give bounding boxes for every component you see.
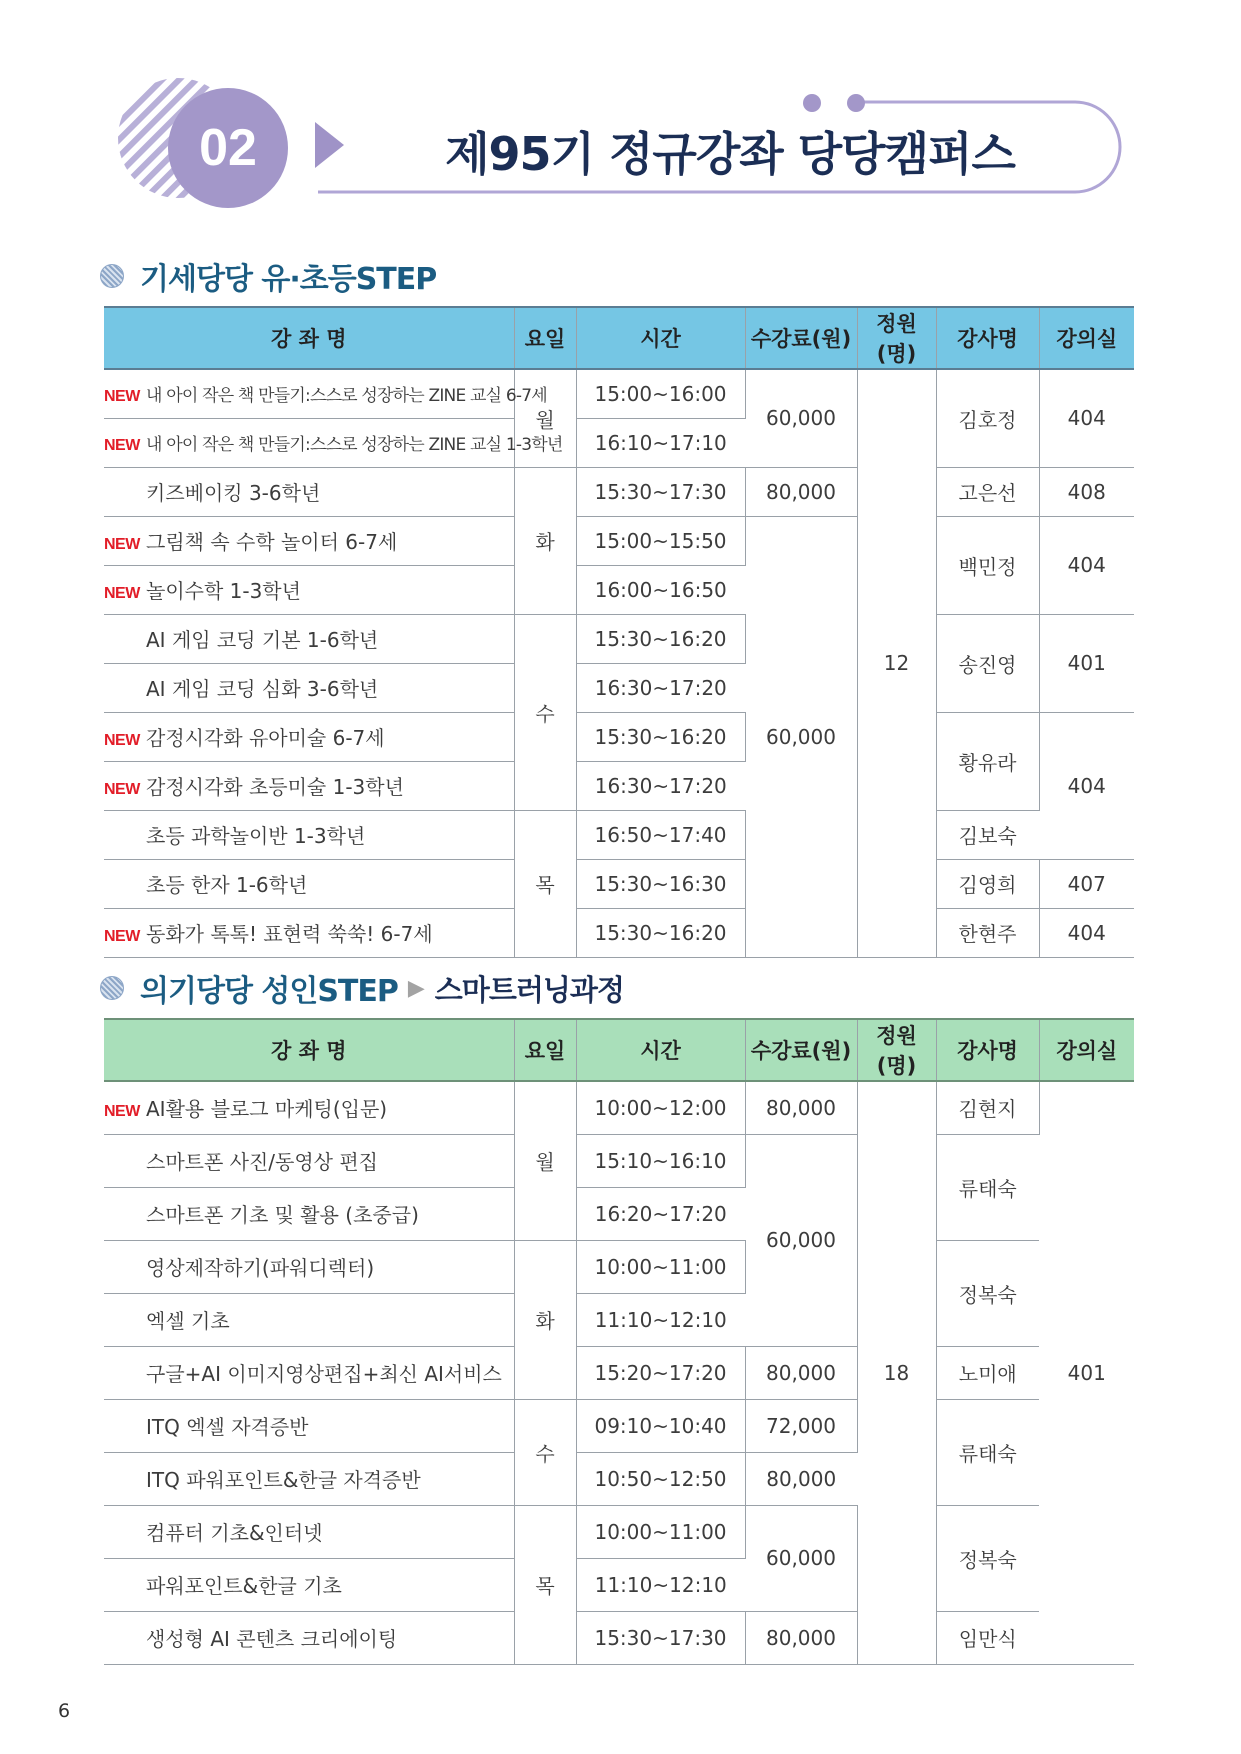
column-header: 강 좌 명 (104, 307, 514, 369)
column-header: 정원(명) (857, 1019, 936, 1081)
course-name: 영상제작하기(파워디렉터) (146, 1256, 375, 1280)
course-name-cell (104, 908, 514, 957)
time-cell: 15:30~17:30 (576, 1611, 745, 1664)
course-name-cell (104, 516, 514, 565)
table-row (104, 1081, 1134, 1134)
course-name: 구글+AI 이미지영상편집+최신 AI서비스 (146, 1362, 502, 1386)
course-name-cell (104, 1187, 514, 1240)
section-subtitle: 스마트러닝과정 (434, 972, 624, 1007)
section-title-kids (100, 256, 436, 296)
course-name-cell (104, 663, 514, 712)
course-name: 컴퓨터 기초&인터넷 (146, 1521, 323, 1545)
time-cell: 15:00~16:00 (576, 369, 745, 418)
instructor-cell: 김보숙 (936, 810, 1039, 859)
time-cell: 10:00~12:00 (576, 1081, 745, 1134)
time-cell: 15:30~16:20 (576, 712, 745, 761)
course-name: AI 게임 코딩 기본 1-6학년 (146, 628, 379, 652)
instructor-cell: 한현주 (936, 908, 1039, 957)
course-name: 스마트폰 사진/동영상 편집 (146, 1150, 378, 1174)
bullet-dot-icon (100, 264, 124, 288)
column-header: 정원(명) (857, 307, 936, 369)
page-number: 6 (58, 1700, 71, 1722)
table-row (104, 908, 1134, 957)
course-name-cell (104, 859, 514, 908)
time-cell: 15:30~16:20 (576, 908, 745, 957)
course-name-cell (104, 1558, 514, 1611)
table-row (104, 1505, 1134, 1558)
new-badge: NEW (104, 437, 140, 454)
room-cell: 404 (1039, 712, 1134, 859)
fee-cell: 60,000 (745, 1505, 857, 1611)
course-name: 파워포인트&한글 기초 (146, 1574, 342, 1598)
day-cell: 화 (514, 1240, 576, 1399)
page-title: 제95기 정규강좌 당당캠퍼스 (445, 127, 1015, 181)
new-badge: NEW (104, 536, 140, 553)
time-cell: 09:10~10:40 (576, 1399, 745, 1452)
triangle-icon (315, 122, 344, 168)
instructor-cell: 김영희 (936, 859, 1039, 908)
course-name-cell (104, 369, 547, 418)
bullet-dot-icon (100, 976, 124, 1000)
table-row (104, 467, 1134, 516)
course-name: 내 아이 작은 책 만들기:스스로 성장하는 ZINE 교실 6-7세 (146, 386, 547, 407)
time-cell: 15:30~17:30 (576, 467, 745, 516)
course-name: 감정시각화 유아미술 6-7세 (146, 726, 385, 750)
dot-icon (803, 94, 821, 112)
course-name-cell (104, 810, 514, 859)
table-row (104, 1611, 1134, 1664)
instructor-cell: 김현지 (936, 1081, 1039, 1134)
day-cell: 화 (514, 467, 576, 614)
instructor-cell: 류태숙 (936, 1399, 1039, 1505)
course-name: 동화가 톡톡! 표현력 쑥쑥! 6-7세 (146, 922, 433, 946)
course-name: 초등 한자 1-6학년 (146, 873, 308, 897)
room-cell: 404 (1039, 516, 1134, 614)
course-name: 초등 과학놀이반 1-3학년 (146, 824, 366, 848)
time-cell: 16:20~17:20 (576, 1187, 745, 1240)
new-badge: NEW (104, 732, 140, 749)
table-row (104, 1399, 1134, 1452)
room-cell: 404 (1039, 908, 1134, 957)
column-header: 강 좌 명 (104, 1019, 514, 1081)
day-cell: 목 (514, 1505, 576, 1664)
instructor-cell: 노미애 (936, 1346, 1039, 1399)
time-cell: 16:00~16:50 (576, 565, 745, 614)
course-name: 엑셀 기초 (146, 1309, 230, 1333)
capacity-cell: 12 (857, 369, 936, 957)
kids-schedule-table (104, 306, 1134, 958)
time-cell: 11:10~12:10 (576, 1558, 745, 1611)
instructor-cell: 백민정 (936, 516, 1039, 614)
room-cell: 404 (1039, 369, 1134, 467)
day-cell: 월 (514, 1081, 576, 1240)
course-name-cell (104, 1452, 514, 1505)
column-header: 시간 (576, 1019, 745, 1081)
column-header: 강사명 (936, 1019, 1039, 1081)
new-badge: NEW (104, 388, 140, 406)
course-name-cell (104, 1081, 514, 1134)
column-header: 강의실 (1039, 307, 1134, 369)
fee-cell: 80,000 (745, 1611, 857, 1664)
page-header (0, 0, 1241, 230)
instructor-cell: 고은선 (936, 467, 1039, 516)
day-cell: 월 (514, 369, 576, 467)
course-name-cell (104, 712, 514, 761)
column-header: 수강료(원) (745, 1019, 857, 1081)
instructor-cell: 황유라 (936, 712, 1039, 810)
course-name-cell (104, 1505, 514, 1558)
course-name: 생성형 AI 콘텐츠 크리에이팅 (146, 1627, 398, 1651)
table-header-row (104, 1019, 1134, 1081)
fee-cell: 60,000 (745, 516, 857, 957)
course-name: 놀이수학 1-3학년 (146, 579, 301, 603)
time-cell: 15:20~17:20 (576, 1346, 745, 1399)
new-badge: NEW (104, 1103, 140, 1121)
time-cell: 15:00~15:50 (576, 516, 745, 565)
new-badge: NEW (104, 781, 140, 798)
fee-cell: 80,000 (745, 1452, 857, 1505)
course-name: ITQ 엑셀 자격증반 (146, 1415, 309, 1439)
course-name-cell (104, 761, 514, 810)
time-cell: 10:00~11:00 (576, 1240, 745, 1293)
fee-cell: 72,000 (745, 1399, 857, 1452)
time-cell: 10:50~12:50 (576, 1452, 745, 1505)
table-row (104, 712, 1134, 761)
table-row (104, 810, 1134, 859)
time-cell: 10:00~11:00 (576, 1505, 745, 1558)
course-name-cell (104, 1399, 514, 1452)
fee-cell: 80,000 (745, 1346, 857, 1399)
dot-icon (847, 94, 865, 112)
column-header: 수강료(원) (745, 307, 857, 369)
course-name-cell (104, 614, 514, 663)
course-name-cell (104, 1240, 514, 1293)
time-cell: 16:10~17:10 (576, 418, 745, 467)
time-cell: 15:30~16:20 (576, 614, 745, 663)
room-cell: 407 (1039, 859, 1134, 908)
time-cell: 11:10~12:10 (576, 1293, 745, 1346)
table-row (104, 516, 1134, 565)
day-cell: 목 (514, 810, 576, 957)
course-name-cell (104, 1134, 514, 1187)
new-badge: NEW (104, 928, 140, 945)
course-name-cell (104, 1346, 514, 1399)
day-cell: 수 (514, 1399, 576, 1505)
instructor-cell: 류태숙 (936, 1134, 1039, 1240)
fee-cell: 80,000 (745, 467, 857, 516)
fee-cell: 80,000 (745, 1081, 857, 1134)
time-cell: 16:30~17:20 (576, 761, 745, 810)
table-row (104, 369, 1134, 418)
instructor-cell: 임만식 (936, 1611, 1039, 1664)
time-cell: 16:50~17:40 (576, 810, 745, 859)
course-name-cell (104, 1293, 514, 1346)
course-name-cell (104, 1611, 514, 1664)
new-badge: NEW (104, 585, 140, 602)
section-title-text: 의기당당 성인STEP (140, 974, 398, 1009)
day-cell: 수 (514, 614, 576, 810)
column-header: 강사명 (936, 307, 1039, 369)
table-row (104, 1240, 1134, 1293)
section-number-badge: 02 (168, 88, 288, 208)
adult-schedule-table (104, 1018, 1134, 1665)
section-title-adult (100, 968, 624, 1008)
course-name: ITQ 파워포인트&한글 자격증반 (146, 1468, 421, 1492)
course-name: 키즈베이킹 3-6학년 (146, 481, 321, 505)
column-header: 요일 (514, 1019, 576, 1081)
time-cell: 16:30~17:20 (576, 663, 745, 712)
fee-cell: 60,000 (745, 369, 857, 467)
column-header: 요일 (514, 307, 576, 369)
course-name-cell (104, 418, 563, 467)
capacity-cell: 18 (857, 1081, 936, 1664)
instructor-cell: 김호정 (936, 369, 1039, 467)
time-cell: 15:30~16:30 (576, 859, 745, 908)
room-cell: 401 (1039, 614, 1134, 712)
course-name: 감정시각화 초등미술 1-3학년 (146, 775, 404, 799)
table-row (104, 1346, 1134, 1399)
fee-cell: 60,000 (745, 1134, 857, 1346)
course-name: AI활용 블로그 마케팅(입문) (146, 1097, 388, 1122)
course-name: AI 게임 코딩 심화 3-6학년 (146, 677, 379, 701)
room-cell: 401 (1039, 1081, 1134, 1664)
triangle-icon: ▶ (407, 975, 425, 1001)
course-name: 스마트폰 기초 및 활용 (초중급) (146, 1203, 419, 1227)
instructor-cell: 정복숙 (936, 1240, 1039, 1346)
course-name-cell (104, 565, 514, 614)
instructor-cell: 정복숙 (936, 1505, 1039, 1611)
table-row (104, 859, 1134, 908)
course-name-cell (104, 467, 514, 516)
section-title-text: 기세당당 유·초등STEP (140, 262, 437, 297)
table-row (104, 614, 1134, 663)
table-row (104, 1134, 1134, 1187)
column-header: 강의실 (1039, 1019, 1134, 1081)
course-name: 내 아이 작은 책 만들기:스스로 성장하는 ZINE 교실 1-3학년 (146, 435, 563, 455)
room-cell: 408 (1039, 467, 1134, 516)
column-header: 시간 (576, 307, 745, 369)
table-header-row (104, 307, 1134, 369)
course-name: 그림책 속 수학 놀이터 6-7세 (146, 530, 398, 554)
time-cell: 15:10~16:10 (576, 1134, 745, 1187)
instructor-cell: 송진영 (936, 614, 1039, 712)
